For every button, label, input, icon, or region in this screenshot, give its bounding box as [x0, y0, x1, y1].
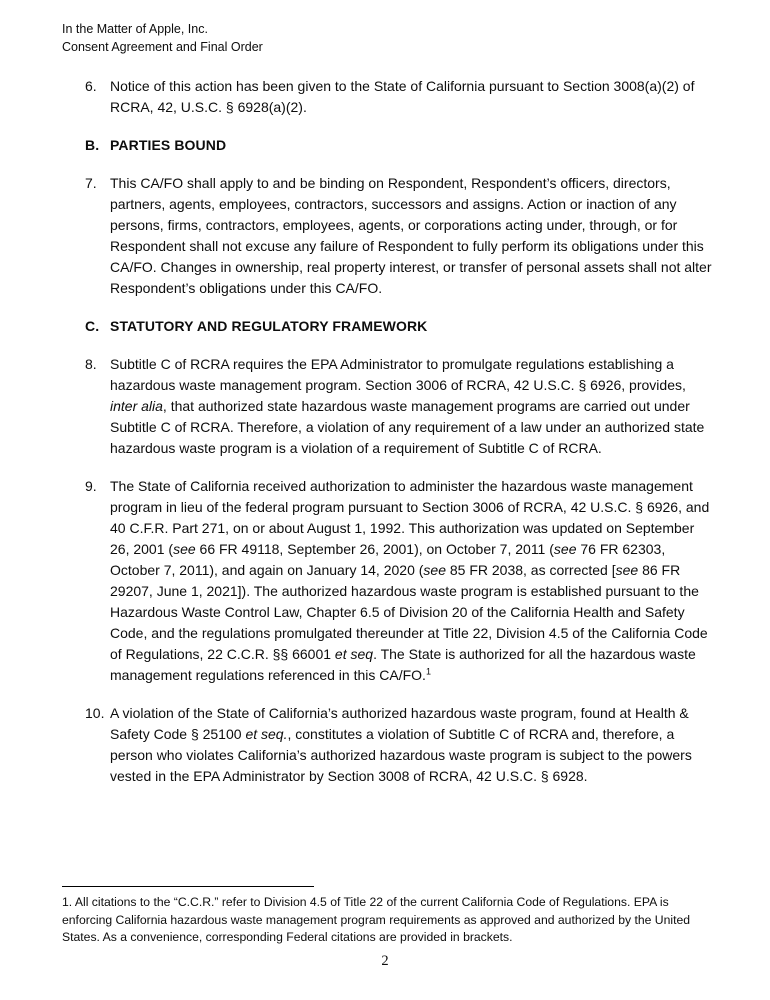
- footnote-area: [62, 886, 712, 947]
- paragraph-text: The State of California received authorization to administer the hazardous waste management program in lieu of the federal program pursuant to Section 3006 of RCRA, 42 U.S.C. § 6926, and 40 C.F.R. Part 271, on or about August 1, 1992. This authorization was updated on September 26, 2001 (see 66 FR 49118, September 26, 2001), on October 7, 2011 (see 76 FR 62303, October 7, 2011), and again on January 14, 2020 (see 85 FR 2038, as corrected [see 86 FR 29207, June 1, 2021]). The authorized hazardous waste program is established pursuant to the Hazardous Waste Control Law, Chapter 6.5 of Division 20 of the California Health and Safety Code, and the regulations promulgated thereunder at Title 22, Division 4.5 of the California Code of Regulations, 22 C.C.R. §§ 66001 et seq. The State is authorized for all the hazardous waste management regulations referenced in this CA/FO.$^1$: [110, 478, 710, 683]
- header-case-title: In the Matter of Apple, Inc.: [62, 22, 208, 36]
- paragraph-8: [85, 354, 712, 459]
- section-heading-statutory-framework: [85, 316, 712, 337]
- section-title: PARTIES BOUND: [110, 137, 227, 153]
- paragraph-number: 9.: [85, 478, 97, 494]
- header-doc-title: Consent Agreement and Final Order: [62, 40, 263, 54]
- paragraph-text: This CA/FO shall apply to and be binding on Respondent, Respondent’s officers, directors, partners, agents, employees, contractors, successors and assigns. Action or inaction of any persons, firms, contractors, employees, agents, or corporations acting under, through, or for Respondent shall not excuse any failure of Respondent to fully perform its obligations under this CA/FO. Changes in ownership, real property interest, or transfer of personal assets shall not alter Respondent’s obligations under this CA/FO.: [110, 175, 712, 296]
- paragraph-10: [85, 703, 712, 787]
- section-letter: B.: [85, 137, 100, 153]
- paragraph-number: 7.: [85, 175, 97, 191]
- paragraph-number: 8.: [85, 356, 97, 372]
- paragraph-7: [85, 173, 712, 299]
- footnote-text: 1. All citations to the “C.C.R.” refer to Division 4.5 of Title 22 of the current California Code of Regulations. EPA is enforcing California hazardous waste management program requirements as approved and authorized by the United States. As a convenience, corresponding Federal citations are provided in brackets.: [62, 895, 691, 944]
- paragraph-6: [85, 76, 712, 118]
- page-number: 2: [381, 953, 389, 969]
- paragraph-number: 6.: [85, 78, 97, 94]
- section-heading-parties-bound: [85, 135, 712, 156]
- document-header: [62, 20, 263, 56]
- section-letter: C.: [85, 318, 100, 334]
- section-title: STATUTORY AND REGULATORY FRAMEWORK: [110, 318, 428, 334]
- document-body: [0, 76, 770, 804]
- paragraph-text: A violation of the State of California’s authorized hazardous waste program, found at Health & Safety Code § 25100 et seq., constitutes a violation of Subtitle C of RCRA and, therefore, a person who violates California’s authorized hazardous waste program is subject to the powers vested in the EPA Administrator by Section 3008 of RCRA, 42 U.S.C. § 6928.: [110, 705, 692, 784]
- paragraph-9: [85, 476, 712, 686]
- paragraph-text: Notice of this action has been given to the State of California pursuant to Section 3008(a)(2) of RCRA, 42, U.S.C. § 6928(a)(2).: [110, 78, 695, 115]
- paragraph-number: 10.: [85, 705, 105, 721]
- paragraph-text: Subtitle C of RCRA requires the EPA Administrator to promulgate regulations establishing a hazardous waste management program. Section 3006 of RCRA, 42 U.S.C. § 6926, provides, inter alia, that authorized state hazardous waste management programs are carried out under Subtitle C of RCRA. Therefore, a violation of any requirement of a law under an authorized state hazardous waste program is a violation of a requirement of Subtitle C of RCRA.: [110, 356, 705, 456]
- footnote-separator: [62, 886, 314, 887]
